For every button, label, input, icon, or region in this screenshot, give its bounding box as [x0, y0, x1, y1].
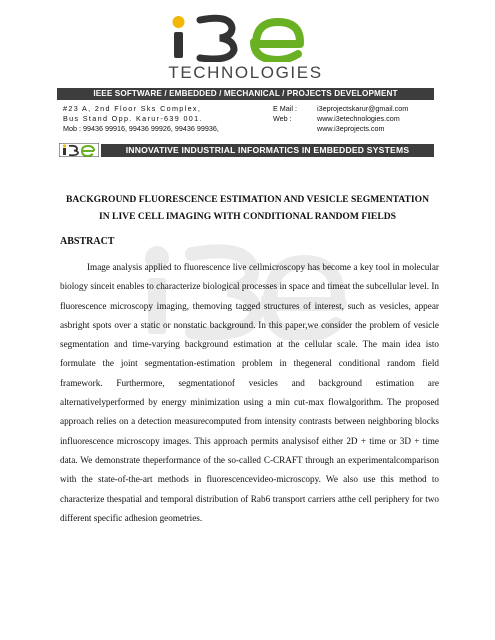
letterhead [57, 10, 434, 162]
i3e-logo [170, 12, 320, 62]
small-i3e-logo [59, 143, 99, 157]
title-line-2: IN LIVE CELL IMAGING WITH CONDITIONAL RANDOM FIELDS [98, 211, 396, 222]
logo-area [57, 10, 434, 88]
email-label: E Mail : [273, 104, 297, 113]
abstract-paragraph: Image analysis applied to fluorescence live cellmicroscopy has become a key tool in molecular biology sinceit enables to characterize biological processes in space and timeat the subcellular level. In fluorescence microscopy imaging, themoving tagged structures of interest, such as vesicles, appear asbright spots over a static or nonstatic background. In this paper,we consider the problem of vesicle segmentation and time-varying background estimation at the cellular scale. The main idea isto formulate the joint segmentation-estimation problem in thegeneral conditional random field framework. Furthermore, segmentationof vesicles and background estimation are alternativelyperformed by energy minimization using a min cut-max flowalgorithm. The proposed approach relies on a detection measurecomputed from intensity contrasts between neighboring blocks influorescence microscopy images. This approach permits analysisof either 2D + time or 3D + time data. We demonstrate theperformance of the so-called C-CRAFT through an experimentalcomparison with the state-of-the-art methods in fluorescencevideo-microscopy. We also use this method to characterize thespatial and temporal distribution of Rab6 transport carriers atthe cell periphery for two different specific adhesion geometries. [60, 262, 439, 523]
address-line-1: #23 A, 2nd Floor Sks Complex, [63, 104, 202, 113]
web-link-1[interactable]: www.i3etechnologies.com [317, 114, 400, 123]
web-label: Web : [273, 114, 292, 123]
company-subtitle: TECHNOLOGIES [168, 63, 323, 82]
address-line-2: Bus Stand Opp. Karur-639 001. [63, 114, 203, 123]
mobile-numbers: Mob : 99436 99916, 99436 99926, 99436 99936, [63, 124, 219, 133]
contact-block [57, 102, 434, 140]
address-block [63, 104, 263, 134]
innovation-banner: INNOVATIVE INDUSTRIAL INFORMATICS IN EMBEDDED SYSTEMS [101, 144, 434, 157]
web-link-2[interactable]: www.i3eprojects.com [317, 124, 385, 133]
banner-row [57, 142, 434, 158]
services-tagline: IEEE SOFTWARE / EMBEDDED / MECHANICAL / PROJECTS DEVELOPMENT [57, 88, 434, 100]
online-contact [273, 104, 438, 134]
email-link[interactable]: i3eprojectskarur@gmail.com [317, 104, 409, 113]
paper-title [40, 191, 455, 225]
abstract-heading: ABSTRACT [60, 236, 115, 247]
title-line-1: BACKGROUND FLUORESCENCE ESTIMATION AND VESICLE SEGMENTATION [65, 194, 430, 205]
